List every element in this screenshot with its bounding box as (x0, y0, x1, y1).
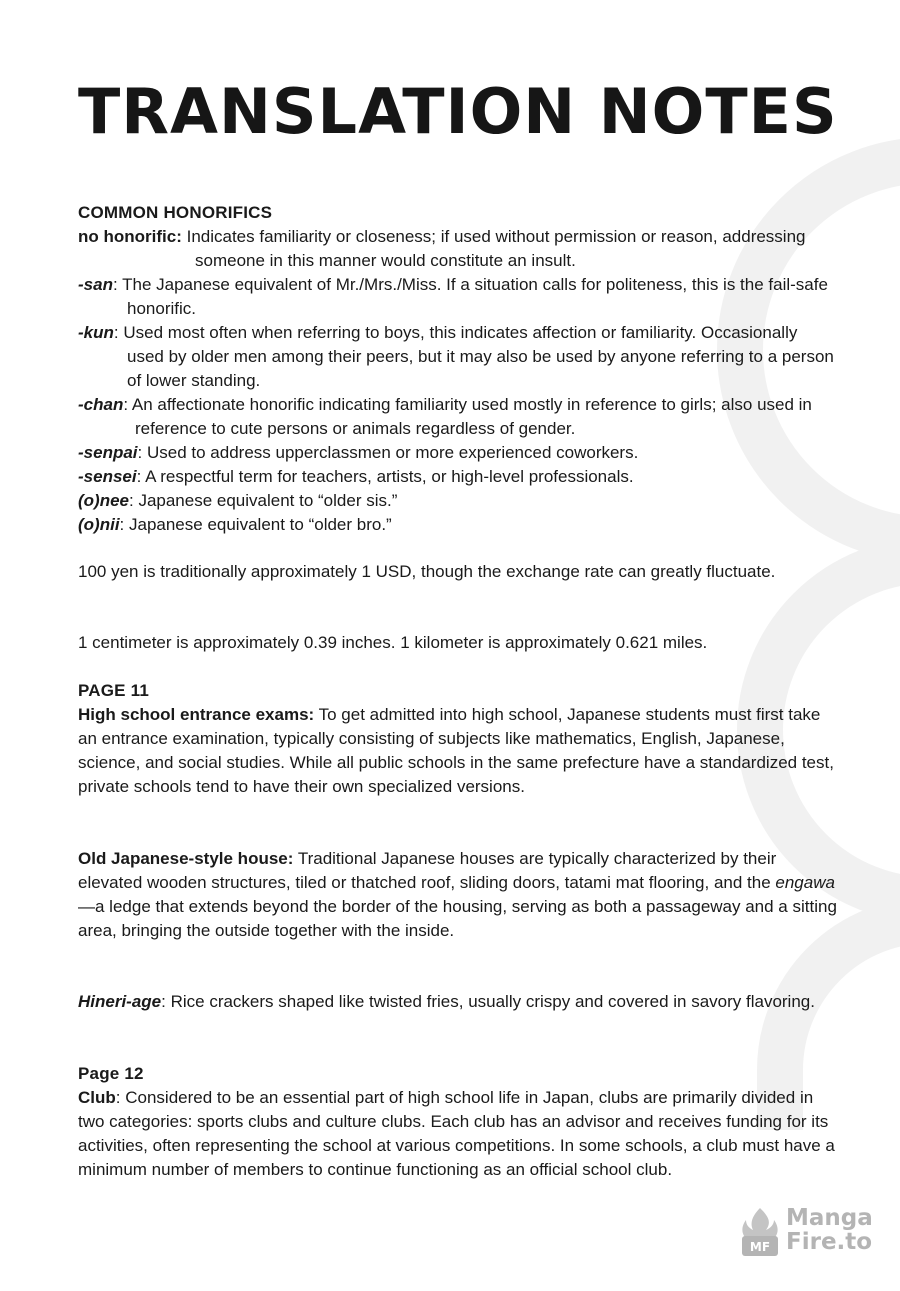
note-description: Traditional Japanese houses are typically characterized by their elevated wooden structures, tiled or thatched roof, sliding doors, tatami mat flooring, and the (78, 849, 777, 892)
honorific-entry-none (78, 225, 838, 273)
honorific-entry-kun (78, 321, 838, 393)
note-entrance-exams (78, 703, 838, 799)
note-term: Hineri-age (78, 992, 162, 1011)
honorific-entry-san (78, 273, 838, 321)
note-description: To get admitted into high school, Japanese students must first take an entrance examination, typically consisting of subjects like mathematics, English, Japanese, science, and social studies. While all public schools in the same prefecture have a standardized test, private schools tend to have their own specialized versions. (78, 705, 834, 796)
honorific-term: -kun (78, 323, 114, 342)
honorific-term: -senpai (78, 443, 138, 462)
note-term: Old Japanese-style house: (78, 849, 294, 868)
honorific-entry-onee (78, 489, 838, 513)
note-japanese-house (78, 847, 838, 943)
svg-text:MF: MF (749, 1240, 771, 1254)
honorific-term: no honorific: (78, 227, 182, 246)
note-japanese-house-text (78, 847, 838, 943)
page-12-section (78, 1062, 838, 1182)
page-12-heading: Page 12 (78, 1064, 144, 1083)
note-club (78, 1086, 838, 1182)
honorific-description: : Used most often when referring to boys, this indicates affection or familiarity. Occasionally used by older men among their peers, but it may also be used by anyone referring to a person of lower standing. (113, 323, 834, 390)
honorific-term: -chan (78, 395, 124, 414)
honorific-description: : Used to address upperclassmen or more experienced coworkers. (137, 443, 639, 462)
watermark-line-1: Manga (786, 1205, 873, 1231)
honorific-entry-onii (78, 513, 838, 537)
yen-note (78, 560, 838, 584)
honorific-term: (o)nee (78, 491, 129, 510)
honorific-entry-sensei (78, 465, 838, 489)
page-11-section (78, 679, 838, 799)
honorific-description: : Japanese equivalent to “older sis.” (129, 491, 398, 510)
note-description: : Considered to be an essential part of high school life in Japan, clubs are primarily divided in two categories: sports clubs and culture clubs. Each club has an advisor and receives funding for its activities, often representing the school at various competitions. In some schools, a club must have a minimum number of members to continue functioning as an official school club. (78, 1088, 835, 1179)
honorifics-section (78, 201, 838, 537)
note-hineri-age-text (78, 990, 838, 1014)
honorifics-heading: COMMON HONORIFICS (78, 203, 273, 222)
honorific-term: -san (78, 275, 113, 294)
honorific-description: : The Japanese equivalent of Mr./Mrs./Miss. If a situation calls for politeness, this is the fail-safe honorific. (112, 275, 828, 318)
mangafire-watermark (738, 1206, 878, 1262)
watermark-text (786, 1206, 873, 1254)
note-hineri-age (78, 990, 838, 1014)
watermark-line-2: Fire.to (786, 1229, 873, 1255)
honorific-description: : An affectionate honorific indicating familiarity used mostly in reference to girls; also used in reference to cute persons or animals regardless of gender. (123, 395, 812, 438)
yen-note-text: 100 yen is traditionally approximately 1 USD, though the exchange rate can greatly fluctuate. (78, 562, 776, 581)
mangafire-flame-logo-icon (738, 1206, 782, 1258)
honorific-description: : A respectful term for teachers, artists, or high-level professionals. (136, 467, 634, 486)
honorific-entry-senpai (78, 441, 838, 465)
honorific-term: (o)nii (78, 515, 120, 534)
note-term: Club (78, 1088, 116, 1107)
page-11-heading: PAGE 11 (78, 681, 150, 700)
honorific-description: : Japanese equivalent to “older bro.” (119, 515, 392, 534)
honorific-description: Indicates familiarity or closeness; if used without permission or reason, addressing someone in this manner would constitute an insult. (181, 227, 806, 270)
note-description: —a ledge that extends beyond the border of the housing, serving as both a passageway and a sitting area, bringing the outside together with the inside. (78, 897, 837, 940)
page-title: TRANSLATION NOTES (78, 75, 838, 148)
honorific-term: -sensei (78, 467, 137, 486)
note-term: High school entrance exams: (78, 705, 315, 724)
note-description: : Rice crackers shaped like twisted fries, usually crispy and covered in savory flavoring. (161, 992, 815, 1011)
note-italic-term: engawa (775, 873, 835, 892)
units-note-text: 1 centimeter is approximately 0.39 inches. 1 kilometer is approximately 0.621 miles. (78, 633, 708, 652)
units-note (78, 631, 838, 655)
honorific-entry-chan (78, 393, 838, 441)
